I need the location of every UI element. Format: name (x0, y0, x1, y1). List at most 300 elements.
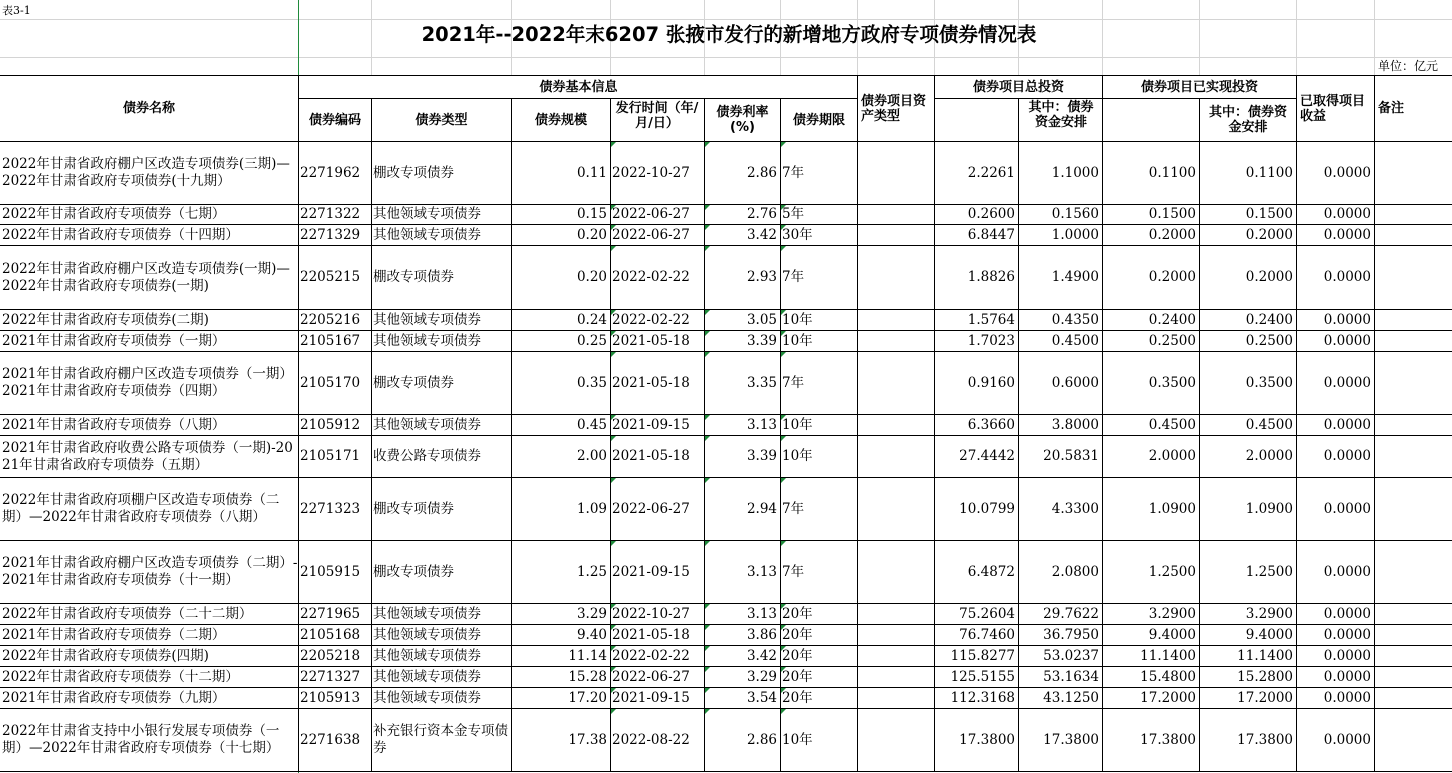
sheet-label: 表3-1 (2, 4, 31, 17)
cell-interest-rate: 3.39 (746, 448, 777, 464)
cell-bond-code: 2271965 (300, 605, 361, 622)
cell-realized-investment: 0.1500 (1148, 206, 1196, 222)
cell-total-investment: 27.4442 (959, 448, 1015, 464)
cell-total-bond-funds: 1.0000 (1051, 226, 1099, 243)
cell-total-investment: 2.2261 (967, 164, 1015, 181)
cell-bond-code: 2105915 (300, 563, 361, 580)
cell-interest-rate: 3.05 (746, 311, 777, 328)
error-indicator-icon (705, 225, 710, 230)
cell-realized-bond-funds: 11.1400 (1237, 647, 1293, 664)
error-indicator-icon (705, 541, 710, 546)
error-indicator-icon (781, 225, 786, 230)
cell-realized-investment: 0.2400 (1148, 311, 1196, 328)
cell-bond-scale: 3.29 (576, 605, 607, 622)
cell-realized-bond-funds: 0.4500 (1245, 416, 1293, 433)
cell-remark (1375, 415, 1452, 435)
cell-bond-term: 20年 (782, 668, 813, 685)
error-indicator-icon (781, 667, 786, 672)
error-indicator-icon (781, 541, 786, 546)
cell-bond-type: 其他领域专项债券 (373, 689, 481, 706)
cell-bond-type: 棚改专项债券 (373, 164, 454, 181)
cell-interest-rate: 2.76 (746, 206, 777, 222)
cell-bond-scale: 0.35 (576, 374, 607, 391)
cell-project-income: 0.0000 (1323, 416, 1371, 433)
row-border (0, 330, 1452, 331)
cell-bond-term: 20年 (782, 605, 813, 622)
cell-interest-rate: 3.54 (746, 689, 777, 706)
cell-bond-term: 10年 (782, 416, 813, 433)
cell-bond-type: 其他领域专项债券 (373, 311, 481, 328)
cell-total-bond-funds: 4.3300 (1051, 500, 1099, 517)
error-indicator-icon (611, 246, 616, 251)
cell-bond-name: 2022年甘肃省政府专项债券（十四期） (2, 226, 239, 243)
cell-issue-date: 2022-06-27 (612, 226, 690, 243)
cell-realized-bond-funds: 0.1100 (1245, 164, 1293, 181)
cell-project-income: 0.0000 (1323, 647, 1371, 664)
cell-realized-bond-funds: 17.3800 (1237, 731, 1293, 748)
error-indicator-icon (611, 331, 616, 336)
cell-asset-type (858, 436, 934, 477)
cell-bond-term: 7年 (782, 164, 805, 181)
cell-issue-date: 2021-05-18 (612, 626, 690, 643)
error-indicator-icon (611, 688, 616, 693)
row-border (0, 141, 1452, 142)
cell-total-investment: 112.3168 (950, 689, 1015, 706)
cell-realized-investment: 0.1100 (1148, 164, 1196, 181)
cell-bond-name: 2022年甘肃省政府专项债券(二期) (2, 311, 209, 328)
cell-total-investment: 76.7460 (959, 626, 1015, 643)
cell-realized-investment: 0.3500 (1148, 374, 1196, 391)
cell-realized-bond-funds: 0.2000 (1245, 269, 1293, 285)
error-indicator-icon (781, 142, 786, 147)
cell-bond-scale: 0.15 (576, 206, 607, 222)
unit-label: 单位：亿元 (1377, 59, 1438, 73)
cell-bond-type: 其他领域专项债券 (373, 626, 481, 643)
error-indicator-icon (781, 352, 786, 357)
error-indicator-icon (611, 604, 616, 609)
cell-realized-investment: 9.4000 (1148, 626, 1196, 643)
cell-bond-type: 其他领域专项债券 (373, 416, 481, 433)
error-indicator-icon (781, 604, 786, 609)
error-indicator-icon (611, 310, 616, 315)
cell-issue-date: 2022-08-22 (612, 731, 690, 748)
error-indicator-icon (705, 667, 710, 672)
cell-bond-term: 20年 (782, 689, 813, 706)
cell-bond-type: 其他领域专项债券 (373, 647, 481, 664)
cell-interest-rate: 3.29 (746, 668, 777, 685)
cell-project-income: 0.0000 (1323, 164, 1371, 181)
cell-bond-name: 2022年甘肃省政府专项债券（十二期） (2, 668, 239, 685)
cell-interest-rate: 3.13 (746, 416, 777, 433)
cell-bond-name: 2022年甘肃省政府专项债券（二十二期） (2, 605, 253, 622)
cell-bond-type: 棚改专项债券 (373, 374, 454, 391)
error-indicator-icon (611, 205, 616, 210)
cell-remark (1375, 667, 1452, 687)
header-asset-type: 债券项目资产类型 (861, 93, 927, 124)
cell-interest-rate: 2.94 (746, 500, 777, 517)
cell-total-investment: 125.5155 (950, 668, 1015, 685)
cell-total-bond-funds: 0.1560 (1051, 206, 1099, 222)
cell-total-bond-funds: 3.8000 (1051, 416, 1099, 433)
cell-bond-name: 2022年甘肃省政府项棚户区改造专项债券（二期）—2022年甘肃省政府专项债券（八期） (2, 492, 280, 525)
gridline (1374, 0, 1375, 75)
cell-total-bond-funds: 0.4350 (1051, 311, 1099, 328)
cell-total-investment: 0.2600 (967, 206, 1015, 222)
cell-total-investment: 1.7023 (967, 332, 1015, 349)
error-indicator-icon (705, 331, 710, 336)
cell-asset-type (858, 604, 934, 624)
cell-project-income: 0.0000 (1323, 332, 1371, 349)
cell-bond-scale: 0.20 (576, 269, 607, 285)
cell-bond-name: 2022年甘肃省政府棚户区改造专项债券(一期)—2022年甘肃省政府专项债券(一期) (2, 260, 290, 294)
cell-project-income: 0.0000 (1323, 605, 1371, 622)
cell-realized-investment: 15.4800 (1140, 668, 1196, 685)
cell-total-investment: 6.4872 (967, 563, 1015, 580)
cell-issue-date: 2022-06-27 (612, 500, 690, 517)
error-indicator-icon (611, 225, 616, 230)
row-border (0, 603, 1452, 604)
cell-bond-name: 2021年甘肃省政府专项债券（二期） (2, 626, 226, 643)
cell-asset-type (858, 625, 934, 645)
cell-realized-investment: 17.2000 (1140, 689, 1196, 706)
cell-bond-term: 20年 (782, 647, 813, 664)
cell-bond-name: 2022年甘肃省政府棚户区改造专项债券(三期)—2022年甘肃省政府专项债券(十九期） (2, 156, 290, 189)
cell-interest-rate: 3.13 (746, 563, 777, 580)
error-indicator-icon (611, 709, 616, 714)
cell-bond-type: 棚改专项债券 (373, 500, 454, 517)
cell-bond-name: 2021年甘肃省政府专项债券（八期） (2, 416, 226, 433)
cell-issue-date: 2022-10-27 (612, 605, 690, 622)
error-indicator-icon (781, 310, 786, 315)
cell-asset-type (858, 352, 934, 414)
header-realized-bond-funds: 其中：债券资金安排 (1208, 105, 1287, 135)
error-indicator-icon (705, 709, 710, 714)
cell-realized-bond-funds: 3.2900 (1245, 605, 1293, 622)
cell-bond-type: 其他领域专项债券 (373, 226, 481, 243)
cell-bond-name: 2021年甘肃省政府专项债券（九期） (2, 689, 226, 706)
row-border (0, 245, 1452, 246)
gridline (0, 57, 1452, 58)
error-indicator-icon (611, 478, 616, 483)
cell-project-income: 0.0000 (1323, 374, 1371, 391)
error-indicator-icon (611, 667, 616, 672)
cell-total-investment: 75.2604 (959, 605, 1015, 622)
error-indicator-icon (705, 352, 710, 357)
cell-interest-rate: 3.13 (746, 605, 777, 622)
cell-bond-code: 2105913 (300, 689, 361, 706)
cell-bond-scale: 0.20 (576, 226, 607, 243)
cell-bond-code: 2271322 (300, 206, 361, 222)
error-indicator-icon (705, 142, 710, 147)
cell-asset-type (858, 541, 934, 603)
cell-interest-rate: 3.39 (746, 332, 777, 349)
cell-realized-bond-funds: 17.2000 (1237, 689, 1293, 706)
cell-realized-investment: 3.2900 (1148, 605, 1196, 622)
cell-bond-scale: 17.20 (568, 689, 607, 706)
cell-total-investment: 1.5764 (967, 311, 1015, 328)
cell-project-income: 0.0000 (1323, 500, 1371, 517)
cell-total-bond-funds: 36.7950 (1043, 626, 1099, 643)
cell-remark (1375, 688, 1452, 708)
row-border (0, 540, 1452, 541)
cell-asset-type (858, 688, 934, 708)
cell-realized-bond-funds: 1.2500 (1245, 563, 1293, 580)
cell-total-investment: 0.9160 (967, 374, 1015, 391)
error-indicator-icon (705, 310, 710, 315)
error-indicator-icon (705, 205, 710, 210)
cell-realized-investment: 1.2500 (1148, 563, 1196, 580)
error-indicator-icon (781, 205, 786, 210)
cell-realized-investment: 0.2000 (1148, 269, 1196, 285)
error-indicator-icon (611, 352, 616, 357)
cell-project-income: 0.0000 (1323, 689, 1371, 706)
cell-bond-code: 2105170 (300, 374, 361, 391)
error-indicator-icon (611, 436, 616, 441)
cell-realized-bond-funds: 0.2000 (1245, 226, 1293, 243)
error-indicator-icon (705, 415, 710, 420)
row-border (0, 204, 1452, 205)
cell-realized-bond-funds: 15.2800 (1237, 668, 1293, 685)
cell-asset-type (858, 415, 934, 435)
row-border (0, 771, 1452, 772)
error-indicator-icon (611, 541, 616, 546)
cell-asset-type (858, 205, 934, 224)
cell-remark (1375, 246, 1452, 309)
cell-remark (1375, 310, 1452, 330)
cell-project-income: 0.0000 (1323, 668, 1371, 685)
cell-issue-date: 2021-05-18 (612, 374, 690, 391)
cell-bond-term: 10年 (782, 332, 813, 349)
cell-realized-bond-funds: 0.3500 (1245, 374, 1293, 391)
error-indicator-icon (705, 688, 710, 693)
cell-asset-type (858, 709, 934, 771)
cell-bond-term: 7年 (782, 563, 805, 580)
cell-remark (1375, 331, 1452, 351)
cell-total-investment: 6.3660 (967, 416, 1015, 433)
page-title: 2021年--2022年末6207 张掖市发行的新增地方政府专项债券情况表 (421, 23, 1037, 46)
header-issue-date: 发行时间（年/月/日） (615, 101, 699, 131)
cell-bond-scale: 11.14 (568, 647, 607, 664)
error-indicator-icon (781, 625, 786, 630)
cell-project-income: 0.0000 (1323, 563, 1371, 580)
cell-realized-investment: 0.2000 (1148, 226, 1196, 243)
row-border (0, 351, 1452, 352)
cell-bond-scale: 9.40 (576, 626, 607, 643)
error-indicator-icon (781, 331, 786, 336)
cell-bond-code: 2271323 (300, 500, 361, 517)
cell-bond-term: 5年 (782, 206, 805, 222)
cell-bond-name: 2021年甘肃省政府棚户区改造专项债券（二期）-2021年甘肃省政府专项债券（十一期） (2, 555, 298, 588)
cell-realized-investment: 1.0900 (1148, 500, 1196, 517)
cell-bond-code: 2271962 (300, 164, 361, 181)
header-realized-investment: 债券项目已实现投资 (1140, 79, 1258, 95)
cell-bond-term: 10年 (782, 731, 813, 748)
cell-total-investment: 6.8447 (967, 226, 1015, 243)
cell-total-bond-funds: 17.3800 (1043, 731, 1099, 748)
header-basic-info: 债券基本信息 (539, 79, 618, 95)
cell-realized-bond-funds: 9.4000 (1245, 626, 1293, 643)
cell-bond-term: 10年 (782, 311, 813, 328)
cell-bond-name: 2022年甘肃省政府专项债券(四期) (2, 647, 209, 664)
row-border (0, 477, 1452, 478)
cell-issue-date: 2021-09-15 (612, 689, 690, 706)
cell-bond-code: 2271327 (300, 668, 361, 685)
cell-interest-rate: 3.42 (746, 647, 777, 664)
gridline (1296, 0, 1297, 75)
row-border (0, 624, 1452, 625)
header-income: 已取得项目收益 (1300, 93, 1366, 124)
error-indicator-icon (705, 246, 710, 251)
cell-interest-rate: 2.86 (746, 164, 777, 181)
cell-interest-rate: 2.93 (746, 269, 777, 285)
cell-bond-type: 棚改专项债券 (373, 563, 454, 580)
cell-project-income: 0.0000 (1323, 226, 1371, 243)
cell-remark (1375, 646, 1452, 666)
cell-total-investment: 115.8277 (950, 647, 1015, 664)
row-border (0, 224, 1452, 225)
cell-bond-code: 2205216 (300, 311, 361, 328)
cell-remark (1375, 225, 1452, 245)
error-indicator-icon (611, 142, 616, 147)
cell-bond-type: 其他领域专项债券 (373, 605, 481, 622)
cell-bond-code: 2205215 (300, 269, 361, 285)
row-border (0, 435, 1452, 436)
cell-bond-name: 2021年甘肃省政府棚户区改造专项债券（一期）2021年甘肃省政府专项债券（四期） (2, 366, 293, 399)
cell-issue-date: 2021-09-15 (612, 416, 690, 433)
cell-bond-type: 收费公路专项债券 (373, 448, 481, 464)
cell-bond-term: 7年 (782, 269, 805, 285)
cell-asset-type (858, 142, 934, 204)
cell-bond-type: 棚改专项债券 (373, 269, 454, 285)
cell-bond-code: 2271638 (300, 731, 361, 748)
gridline (1199, 0, 1200, 75)
cell-total-bond-funds: 0.6000 (1051, 374, 1099, 391)
cell-bond-scale: 17.38 (568, 731, 607, 748)
cell-issue-date: 2022-10-27 (612, 164, 690, 181)
error-indicator-icon (781, 709, 786, 714)
cell-bond-code: 2271329 (300, 226, 361, 243)
error-indicator-icon (611, 625, 616, 630)
cell-bond-scale: 0.25 (576, 332, 607, 349)
header-bond-name: 债券名称 (122, 101, 175, 116)
header-bond-code: 债券编码 (308, 112, 361, 128)
cell-issue-date: 2021-05-18 (612, 448, 690, 464)
error-indicator-icon (781, 415, 786, 420)
cell-remark (1375, 436, 1452, 477)
cell-bond-term: 30年 (782, 226, 813, 243)
cell-remark (1375, 478, 1452, 540)
cell-project-income: 0.0000 (1323, 731, 1371, 748)
cell-total-bond-funds: 2.0800 (1051, 563, 1099, 580)
cell-bond-name: 2022年甘肃省政府专项债券（七期） (2, 206, 226, 222)
cell-remark (1375, 709, 1452, 771)
cell-total-bond-funds: 43.1250 (1043, 689, 1099, 706)
error-indicator-icon (611, 646, 616, 651)
header-total-investment: 债券项目总投资 (972, 79, 1064, 95)
cell-bond-scale: 0.24 (576, 311, 607, 328)
header-interest-rate: 债券利率(%) (716, 105, 769, 135)
cell-interest-rate: 3.42 (746, 226, 777, 243)
cell-realized-bond-funds: 0.1500 (1245, 206, 1293, 222)
error-indicator-icon (781, 246, 786, 251)
cell-bond-scale: 0.45 (576, 416, 607, 433)
cell-project-income: 0.0000 (1323, 311, 1371, 328)
cell-bond-term: 7年 (782, 500, 805, 517)
header-total-bond-funds: 其中：债券资金安排 (1028, 100, 1094, 130)
cell-bond-term: 7年 (782, 374, 805, 391)
error-indicator-icon (705, 604, 710, 609)
cell-remark (1375, 205, 1452, 224)
cell-bond-type: 补充银行资本金专项债券 (373, 723, 508, 756)
cell-realized-investment: 17.3800 (1140, 731, 1196, 748)
header-bond-scale: 债券规模 (534, 112, 587, 128)
cell-project-income: 0.0000 (1323, 626, 1371, 643)
header-term: 债券期限 (792, 112, 845, 128)
gridline (0, 19, 1452, 20)
cell-issue-date: 2022-02-22 (612, 311, 690, 328)
cell-bond-term: 20年 (782, 626, 813, 643)
cell-asset-type (858, 667, 934, 687)
cell-project-income: 0.0000 (1323, 206, 1371, 222)
cell-bond-scale: 15.28 (568, 668, 607, 685)
cell-asset-type (858, 246, 934, 309)
cell-bond-type: 其他领域专项债券 (373, 332, 481, 349)
cell-total-bond-funds: 20.5831 (1043, 448, 1099, 464)
cell-issue-date: 2021-09-15 (612, 563, 690, 580)
row-border (0, 414, 1452, 415)
row-border (0, 309, 1452, 310)
cell-asset-type (858, 310, 934, 330)
error-indicator-icon (705, 646, 710, 651)
cell-total-investment: 17.3800 (959, 731, 1015, 748)
cell-bond-scale: 0.11 (576, 164, 607, 181)
error-indicator-icon (781, 646, 786, 651)
cell-asset-type (858, 478, 934, 540)
cell-bond-code: 2105167 (300, 332, 361, 349)
cell-realized-bond-funds: 0.2500 (1245, 332, 1293, 349)
cell-total-investment: 1.8826 (967, 269, 1015, 285)
cell-realized-bond-funds: 1.0900 (1245, 500, 1293, 517)
cell-realized-investment: 0.4500 (1148, 416, 1196, 433)
cell-bond-scale: 2.00 (576, 448, 607, 464)
cell-bond-scale: 1.25 (576, 563, 607, 580)
cell-project-income: 0.0000 (1323, 269, 1371, 285)
error-indicator-icon (781, 478, 786, 483)
cell-bond-name: 2021年甘肃省政府专项债券（一期） (2, 332, 226, 349)
error-indicator-icon (705, 478, 710, 483)
error-indicator-icon (781, 688, 786, 693)
error-indicator-icon (781, 436, 786, 441)
cell-total-bond-funds: 1.1000 (1051, 164, 1099, 181)
cell-issue-date: 2022-02-22 (612, 647, 690, 664)
cell-bond-code: 2205218 (300, 647, 361, 664)
row-border (0, 666, 1452, 667)
error-indicator-icon (611, 415, 616, 420)
cell-bond-code: 2105171 (300, 448, 361, 464)
cell-realized-investment: 11.1400 (1140, 647, 1196, 664)
error-indicator-icon (705, 625, 710, 630)
error-indicator-icon (705, 436, 710, 441)
cell-bond-scale: 1.09 (576, 500, 607, 517)
cell-bond-type: 其他领域专项债券 (373, 668, 481, 685)
cell-remark (1375, 352, 1452, 414)
cell-project-income: 0.0000 (1323, 448, 1371, 464)
cell-realized-investment: 2.0000 (1148, 448, 1196, 464)
header-bond-type: 债券类型 (415, 112, 468, 128)
row-border (0, 687, 1452, 688)
row-border (0, 708, 1452, 709)
header-remarks: 备注 (1378, 101, 1405, 116)
